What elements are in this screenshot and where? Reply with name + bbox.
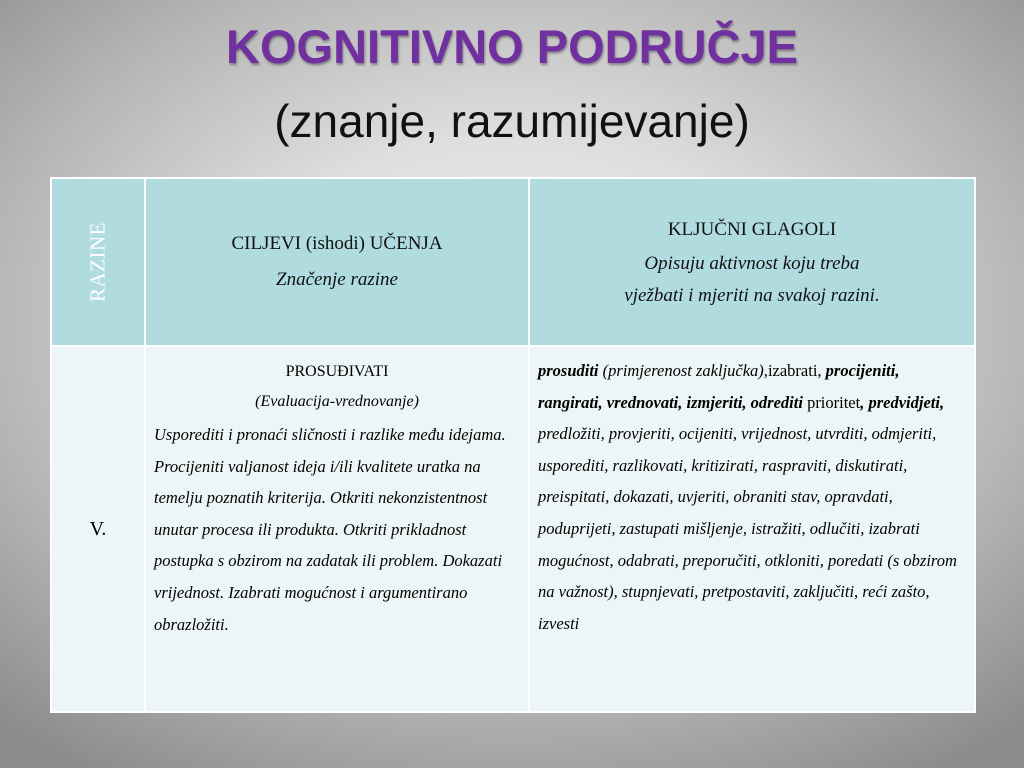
verb-predvidjeti: , predvidjeti, xyxy=(860,392,945,412)
level-cell: V. xyxy=(51,346,145,712)
header-verbs-title: KLJUČNI GLAGOLI xyxy=(667,219,837,240)
header-goals-title: CILJEVI (ishodi) UČENJA xyxy=(231,233,443,254)
cognitive-domain-table xyxy=(50,177,976,713)
key-verbs-text xyxy=(530,347,974,639)
header-razine-label: RAZINE xyxy=(85,222,110,302)
verb-note: (primjerenost zaključka), xyxy=(598,361,768,380)
header-verbs-subtitle-line1: Opisuju aktivnost koju treba xyxy=(644,253,860,274)
verbs-cell xyxy=(529,346,975,712)
header-goals-cell xyxy=(145,178,529,346)
header-goals-subtitle: Značenje razine xyxy=(276,269,398,290)
header-verbs-subtitle-line2: vježbati i mjeriti na svakoj razini. xyxy=(624,285,880,306)
goal-description: Usporediti i pronaći sličnosti i razlike među idejama. Procijeniti valjanost ideja i/ili kvalitete uratka na temelju poznatih kriterija. Otkriti nekonzistentnost unutar procesa ili produkta. Otkriti prikladnost postupka s obzirom na zadatak ili problem. Dokazati vrijednost. Izabrati mogućnost i argumentirano obrazložiti. xyxy=(154,425,506,634)
verb-prosuditi: prosuditi xyxy=(538,361,599,380)
table-row-level-v xyxy=(51,346,975,712)
table-header-row xyxy=(51,178,975,346)
goal-title: PROSUĐIVATI xyxy=(285,363,389,380)
goal-cell xyxy=(145,346,529,712)
header-verbs-cell xyxy=(529,178,975,346)
verb-prioritet: prioritet xyxy=(802,392,861,412)
verb-group-bold: procijeniti, rangirati, vrednovati, izmjeriti, odrediti xyxy=(538,361,900,412)
header-razine-cell xyxy=(51,178,145,346)
verb-list-italic: predložiti, provjeriti, ocijeniti, vrijednost, utvrditi, odmjeriti, usporediti, razlikovati, kritizirati, raspraviti, diskutirati, preispitati, dokazati, uvjeriti, obraniti stav, opravdati, poduprijeti, zastupati mišljenje, istražiti, odlučiti, izabrati mogućnost, odabrati, preporučiti, otkloniti, poredati (s obzirom na važnost), stupnjevati, pretpostaviti, zaključiti, reći zašto, izvesti xyxy=(538,424,957,633)
goal-subtitle: (Evaluacija-vrednovanje) xyxy=(255,393,419,410)
slide-title: KOGNITIVNO PODRUČJE xyxy=(226,20,798,73)
slide-subtitle: (znanje, razumijevanje) xyxy=(274,95,750,147)
verb-izabrati: izabrati, xyxy=(767,361,822,380)
